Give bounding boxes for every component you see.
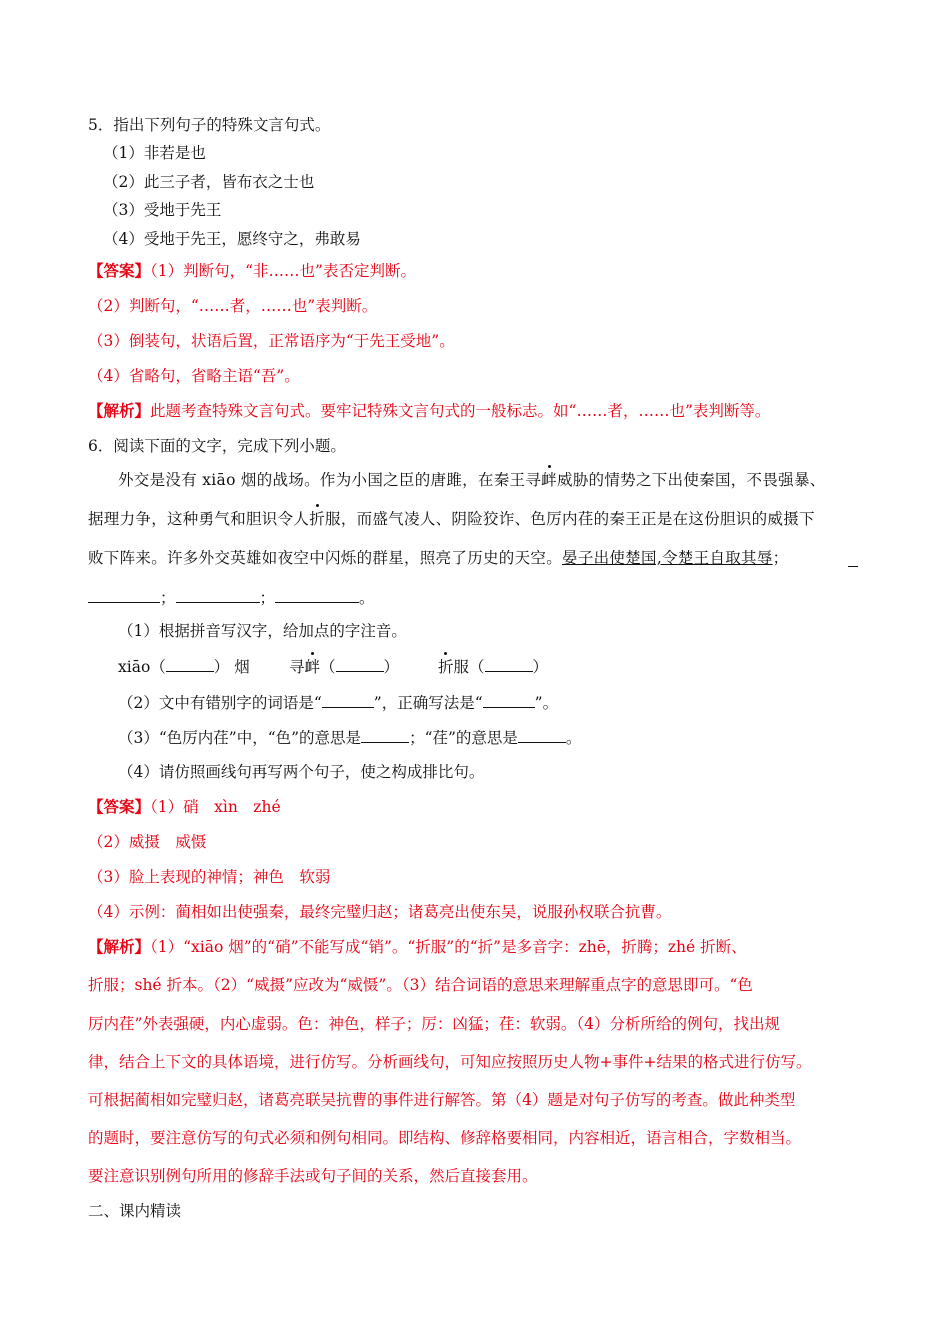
sub1-blank-2[interactable] xyxy=(336,656,384,672)
q6-sub-3: （3）“色厉内荏”中，“色”的意思是 ；“荏”的意思是 。 xyxy=(118,729,582,747)
q6-sub-4: （4）请仿照画线句再写两个句子，使之构成排比句。 xyxy=(118,763,485,781)
dotted-char-zhe: 折 xyxy=(309,510,326,528)
q5-item-1: （1）非若是也 xyxy=(103,144,206,162)
sub3-blank-2[interactable] xyxy=(518,727,566,743)
q5-answer-3: （3）倒装句，状语后置，正常语序为“于先王受地”。 xyxy=(88,332,455,350)
q5-title: 5．指出下列句子的特殊文言句式。 xyxy=(88,116,331,134)
q6-analysis-line-1: 【解析】（1）“xiāo 烟”的“硝”不能写成“销”。“折服”的“折”是多音字：zhē，折腾；zhé 折断、 xyxy=(88,937,747,956)
answer-blank-3[interactable] xyxy=(275,587,359,603)
q6-passage-line-4: ； ； 。 xyxy=(88,587,375,608)
q6-passage-line-2: 据理力争，这种勇气和胆识令人折服，而盛气凌人、阴险狡诈、色厉内荏的秦王正是在这份胆识的威摄下 xyxy=(88,510,815,528)
q6-analysis-line-4: 律，结合上下文的具体语境，进行仿写。分析画线句，可知应按照历史人物+事件+结果的格式进行仿写。 xyxy=(88,1053,812,1071)
q6-answer-1: （1）硝 xìn zhé xyxy=(150,798,281,816)
q6-sub1-item-3: 折服（ ） xyxy=(438,658,549,676)
q5-analysis-line xyxy=(88,401,770,421)
pinyin-xiao: xiāo xyxy=(118,658,151,676)
q5-analysis: 此题考查特殊文言句式。要牢记特殊文言句式的一般标志。如“……者，……也”表判断等。 xyxy=(150,402,771,420)
q5-item-4: （4）受地于先王，愿终守之，弗敢易 xyxy=(103,230,361,248)
q6-passage-line-1: 外交是没有 xiāo 烟的战场。作为小国之臣的唐雎，在秦王寻衅威胁的情势之下出使秦国，不畏强暴、 xyxy=(118,471,826,489)
q6-passage-line-3: 败下阵来。许多外交英雄如夜空中闪烁的群星，照亮了历史的天空。晏子出使楚国,令楚王自取其辱； xyxy=(88,549,789,567)
q6-answer-4: （4）示例：蔺相如出使强秦，最终完璧归赵；诸葛亮出使东吴，说服孙权联合抗曹。 xyxy=(88,903,672,921)
sub2-blank-2[interactable] xyxy=(483,692,535,708)
q5-answer-2: （2）判断句，“……者，……也”表判断。 xyxy=(88,297,378,315)
sub1-blank-3[interactable] xyxy=(485,656,533,672)
sub2-blank-1[interactable] xyxy=(322,692,374,708)
q6-answer-line-1 xyxy=(88,797,281,817)
sub1-blank-1[interactable] xyxy=(166,656,214,672)
dotted-char-zhe-2: 折 xyxy=(438,658,454,676)
answer-blank-2[interactable] xyxy=(176,587,260,603)
q6-analysis-line-5: 可根据蔺相如完璧归赵，诸葛亮联吴抗曹的事件进行解答。第（4）题是对句子仿写的考查。做此种类型 xyxy=(88,1091,796,1109)
q6-analysis-line-3: 厉内荏”外表强硬，内心虚弱。色：神色，样子；厉：凶猛；荏：软弱。（4）分析所给的例句，找出规 xyxy=(88,1015,781,1033)
q6-answer-3: （3）脸上表现的神情；神色 软弱 xyxy=(88,868,331,886)
section-heading: 二、课内精读 xyxy=(88,1202,182,1220)
q6-analysis-line-7: 要注意识别例句所用的修辞手法或句子间的关系，然后直接套用。 xyxy=(88,1167,538,1185)
q5-item-3: （3）受地于先王 xyxy=(103,201,222,219)
answer-blank-start[interactable] xyxy=(848,551,858,567)
answer-blank-1[interactable] xyxy=(88,587,160,603)
q6-title: 6．阅读下面的文字，完成下列小题。 xyxy=(88,437,346,455)
answer-tag: 【答案】 xyxy=(88,261,151,280)
analysis-tag: 【解析】 xyxy=(88,401,151,420)
q5-answer-line-1 xyxy=(88,261,416,281)
dotted-char-xin: 衅 xyxy=(541,471,557,489)
q6-analysis-line-6: 的题时，要注意仿写的句式必须和例句相同。即结构、修辞格要相同，内容相近，语言相合，字数相当。 xyxy=(88,1129,802,1147)
q6-sub1-items: xiāo（ ） 烟 xyxy=(118,658,250,676)
q6-sub-2: （2）文中有错别字的词语是“ ”，正确写法是“ ”。 xyxy=(118,694,559,712)
q6-answer-2: （2）威摄 威慑 xyxy=(88,833,207,851)
q5-item-2: （2）此三子者，皆布衣之士也 xyxy=(103,173,315,191)
analysis-tag: 【解析】 xyxy=(88,937,151,956)
q5-answer-4: （4）省略句，省略主语“吾”。 xyxy=(88,367,300,385)
underlined-sentence: 晏子出使楚国,令楚王自取其辱 xyxy=(562,549,773,567)
sub3-blank-1[interactable] xyxy=(361,727,409,743)
dotted-char-xin-2: 衅 xyxy=(304,658,321,676)
q5-answer-1: （1）判断句，“非……也”表否定判断。 xyxy=(150,262,416,280)
q6-sub-1: （1）根据拼音写汉字，给加点的字注音。 xyxy=(118,622,407,640)
q6-sub1-item-2: 寻衅（ ） xyxy=(289,658,400,676)
answer-tag: 【答案】 xyxy=(88,797,151,816)
q6-analysis-line-2: 折服；shé 折本。（2）“威摄”应改为“威慑”。（3）结合词语的意思来理解重点字的意思即可。“色 xyxy=(88,976,753,994)
